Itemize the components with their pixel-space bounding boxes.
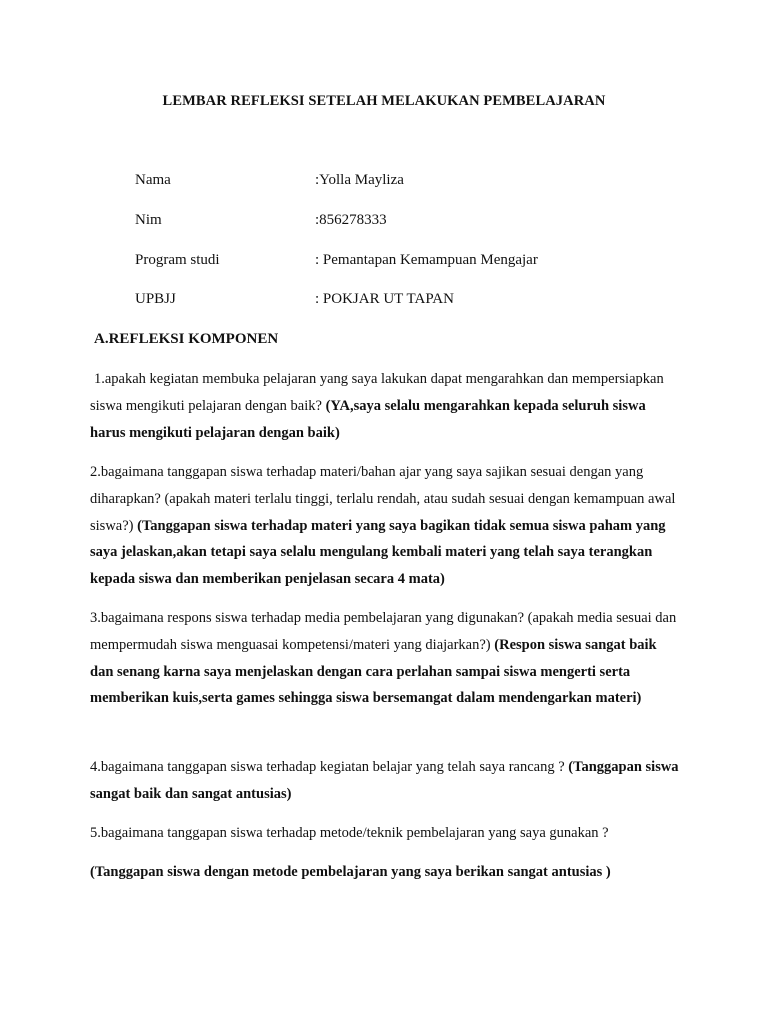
info-label-upbjj: UPBJJ [135,291,176,307]
question-3-answer: (Respon siswa sangat baik dan senang karna saya menjelaskan dengan cara perlahan sampai siswa mengerti serta memberikan kuis,serta games sehingga siswa bersemangat dalam mendengarkan materi) [90,636,657,707]
question-5-answer-block [90,859,680,886]
question-5-text: 5.bagaimana tanggapan siswa terhadap metode/teknik pembelajaran yang saya gunakan ? [90,825,609,841]
info-value-upbjj: : POKJAR UT TAPAN [315,291,454,307]
info-value-nim: :856278333 [315,212,387,228]
question-2-text: 2.bagaimana tanggapan siswa terhadap materi/bahan ajar yang saya sajikan sesuai dengan yang diharapkan? (apakah materi terlalu tinggi, terlalu rendah, atau sudah sesuai dengan kemampuan awal siswa?) [90,464,676,534]
section-heading: A.REFLEKSI KOMPONEN [94,331,279,347]
question-5-answer: (Tanggapan siswa dengan metode pembelajaran yang saya berikan sangat antusias ) [90,864,611,880]
question-2-answer: (Tanggapan siswa terhadap materi yang saya bagikan tidak semua siswa paham yang saya jelaskan,akan tetapi saya selalu mengulang kembali materi yang telah saya terangkan kepada siswa dan memberikan penjelasan secara 4 mata) [90,517,666,588]
info-value-nama: :Yolla Mayliza [315,172,404,188]
info-label-nama: Nama [135,172,171,188]
question-1 [90,366,680,446]
question-2 [90,459,680,593]
question-4 [90,754,680,808]
question-4-text: 4.bagaimana tanggapan siswa terhadap kegiatan belajar yang telah saya rancang ? [90,759,569,775]
info-value-program-studi: : Pemantapan Kemampuan Mengajar [315,252,538,268]
question-4-answer: (Tanggapan siswa sangat baik dan sangat antusias) [90,759,679,802]
question-3-text: 3.bagaimana respons siswa terhadap media pembelajaran yang digunakan? (apakah media sesuai dan mempermudah siswa menguasai kompetensi/materi yang diajarkan?) [90,610,677,653]
question-1-answer: (YA,saya selalu mengarahkan kepada seluruh siswa harus mengikuti pelajaran dengan baik) [90,397,646,441]
question-1-text: 1.apakah kegiatan membuka pelajaran yang saya lakukan dapat mengarahkan dan mempersiapkan siswa mengikuti pelajaran dengan baik? [90,371,664,414]
info-label-program-studi: Program studi [135,252,220,268]
question-3 [90,605,680,712]
question-5 [90,820,680,847]
document-title: LEMBAR REFLEKSI SETELAH MELAKUKAN PEMBELAJARAN [162,93,606,109]
info-label-nim: Nim [135,212,162,228]
